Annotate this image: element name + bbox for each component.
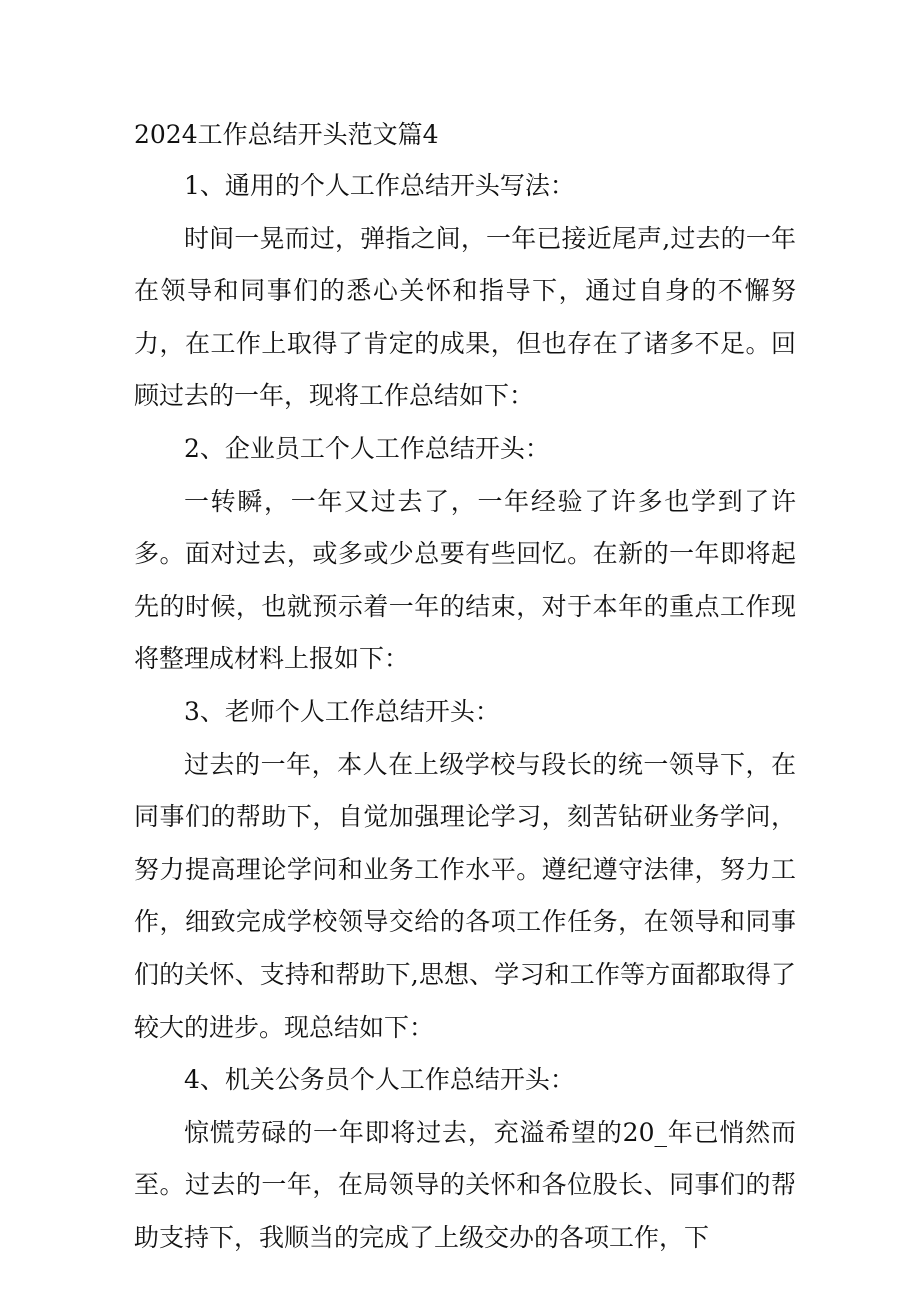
body-paragraph-3: 过去的一年，本人在上级学校与段长的统一领导下，在同事们的帮助下，自觉加强理论学习，刻苦钻研业务学问，努力提高理论学问和业务工作水平。遵纪遵守法律，努力工作，细致完成学校领导交给的各项工作任务，在领导和同事们的关怀、支持和帮助下,思想、学习和工作等方面都取得了较大的进步。现总结如下：: [134, 749, 796, 1042]
section-heading-4: 4、机关公务员个人工作总结开头：: [184, 1065, 575, 1095]
body-paragraph-4: 惊慌劳碌的一年即将过去，充溢希望的20_年已悄然而至。过去的一年，在局领导的关怀和各位股长、同事们的帮助支持下，我顺当的完成了上级交办的各项工作，下: [134, 1117, 796, 1252]
body-paragraph-2: 一转瞬，一年又过去了，一年经验了许多也学到了许多。面对过去，或多或少总要有些回忆。在新的一年即将起先的时候，也就预示着一年的结束，对于本年的重点工作现将整理成材料上报如下：: [134, 486, 796, 674]
section-heading-2: 2、企业员工个人工作总结开头：: [184, 433, 550, 463]
document-body: [134, 113, 796, 1264]
body-paragraph-1: 时间一晃而过，弹指之间，一年已接近尾声,过去的一年在领导和同事们的悉心关怀和指导下，通过自身的不懈努力，在工作上取得了肯定的成果，但也存在了诸多不足。回顾过去的一年，现将工作总结如下：: [134, 223, 796, 411]
section-heading-1: 1、通用的个人工作总结开头写法：: [184, 171, 575, 200]
section-heading-3: 3、老师个人工作总结开头：: [184, 696, 500, 726]
document-title: 2024工作总结开头范文篇4: [134, 120, 439, 149]
